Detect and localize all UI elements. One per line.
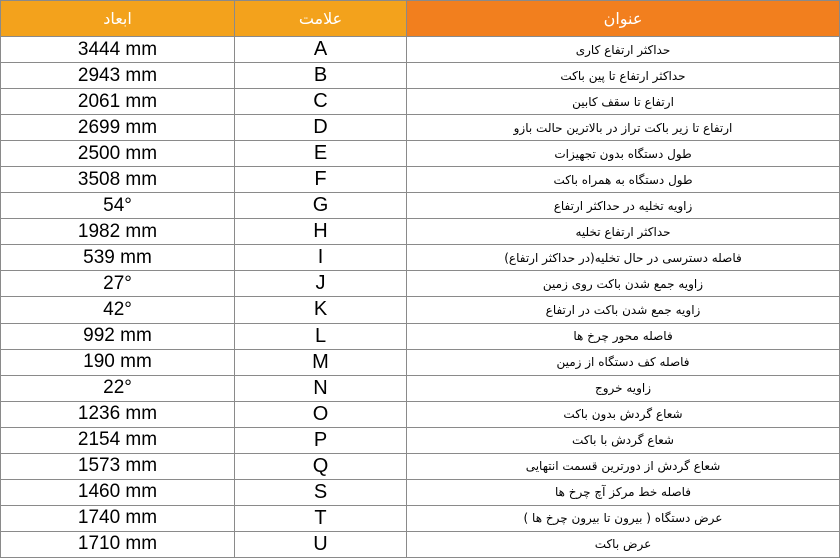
table-row — [1, 271, 840, 297]
title-cell: طول دستگاه به همراه باکت — [407, 167, 840, 193]
code-cell: G — [235, 193, 407, 219]
table-row — [1, 89, 840, 115]
table-row — [1, 375, 840, 401]
table-row — [1, 453, 840, 479]
dimension-cell: 3508 mm — [1, 167, 235, 193]
code-cell: S — [235, 479, 407, 505]
header-code: علامت — [235, 1, 407, 37]
title-cell: طول دستگاه بدون تجهیزات — [407, 141, 840, 167]
title-cell: شعاع گردش بدون باکت — [407, 401, 840, 427]
code-cell: M — [235, 349, 407, 375]
code-cell: A — [235, 37, 407, 63]
code-cell: I — [235, 245, 407, 271]
dimension-cell: 2943 mm — [1, 63, 235, 89]
dimension-cell: 992 mm — [1, 323, 235, 349]
table-row — [1, 141, 840, 167]
table-row — [1, 531, 840, 557]
dimension-cell: 1573 mm — [1, 453, 235, 479]
title-cell: زاویه خروج — [407, 375, 840, 401]
table-row — [1, 193, 840, 219]
dimension-cell: 539 mm — [1, 245, 235, 271]
code-cell: L — [235, 323, 407, 349]
title-cell: ارتفاع تا زیر باکت تراز در بالاترین حالت بازو — [407, 115, 840, 141]
code-cell: P — [235, 427, 407, 453]
title-cell: شعاع گردش با باکت — [407, 427, 840, 453]
dimension-cell: 1236 mm — [1, 401, 235, 427]
title-cell: فاصله دسترسی در حال تخلیه(در حداکثر ارتفاع) — [407, 245, 840, 271]
dimension-cell: 1710 mm — [1, 531, 235, 557]
dimension-cell: 2699 mm — [1, 115, 235, 141]
table-row — [1, 63, 840, 89]
title-cell: فاصله کف دستگاه از زمین — [407, 349, 840, 375]
dimension-cell: 27° — [1, 271, 235, 297]
header-row — [1, 1, 840, 37]
header-title: عنوان — [407, 1, 840, 37]
title-cell: حداکثر ارتفاع کاری — [407, 37, 840, 63]
table-row — [1, 349, 840, 375]
code-cell: E — [235, 141, 407, 167]
code-cell: H — [235, 219, 407, 245]
title-cell: شعاع گردش از دورترین قسمت انتهایی — [407, 453, 840, 479]
table-row — [1, 427, 840, 453]
table-row — [1, 167, 840, 193]
dimension-cell: 190 mm — [1, 349, 235, 375]
title-cell: زاویه جمع شدن باکت در ارتفاع — [407, 297, 840, 323]
dimension-cell: 2154 mm — [1, 427, 235, 453]
title-cell: ارتفاع تا سقف کابین — [407, 89, 840, 115]
code-cell: O — [235, 401, 407, 427]
code-cell: C — [235, 89, 407, 115]
title-cell: حداکثر ارتفاع تخلیه — [407, 219, 840, 245]
table-row — [1, 37, 840, 63]
table-row — [1, 219, 840, 245]
title-cell: فاصله محور چرخ ها — [407, 323, 840, 349]
code-cell: U — [235, 531, 407, 557]
table-body — [1, 37, 840, 558]
table-header — [1, 1, 840, 37]
dimension-cell: 1460 mm — [1, 479, 235, 505]
title-cell: فاصله خط مرکز آچ چرخ ها — [407, 479, 840, 505]
code-cell: B — [235, 63, 407, 89]
table-row — [1, 401, 840, 427]
code-cell: N — [235, 375, 407, 401]
dimension-cell: 54° — [1, 193, 235, 219]
title-cell: زاویه تخلیه در حداکثر ارتفاع — [407, 193, 840, 219]
table-row — [1, 297, 840, 323]
code-cell: Q — [235, 453, 407, 479]
table-row — [1, 479, 840, 505]
dimension-cell: 1740 mm — [1, 505, 235, 531]
dimension-cell: 1982 mm — [1, 219, 235, 245]
dimension-cell: 2061 mm — [1, 89, 235, 115]
dimension-cell: 3444 mm — [1, 37, 235, 63]
dimension-cell: 2500 mm — [1, 141, 235, 167]
title-cell: عرض باکت — [407, 531, 840, 557]
title-cell: عرض دستگاه ( بیرون تا بیرون چرخ ها ) — [407, 505, 840, 531]
title-cell: زاویه جمع شدن باکت روی زمین — [407, 271, 840, 297]
title-cell: حداکثر ارتفاع تا پین باکت — [407, 63, 840, 89]
header-dimensions: ابعاد — [1, 1, 235, 37]
code-cell: J — [235, 271, 407, 297]
dimension-cell: 22° — [1, 375, 235, 401]
table-row — [1, 323, 840, 349]
table-row — [1, 115, 840, 141]
table-row — [1, 245, 840, 271]
dimension-cell: 42° — [1, 297, 235, 323]
code-cell: F — [235, 167, 407, 193]
code-cell: D — [235, 115, 407, 141]
code-cell: K — [235, 297, 407, 323]
table-row — [1, 505, 840, 531]
code-cell: T — [235, 505, 407, 531]
